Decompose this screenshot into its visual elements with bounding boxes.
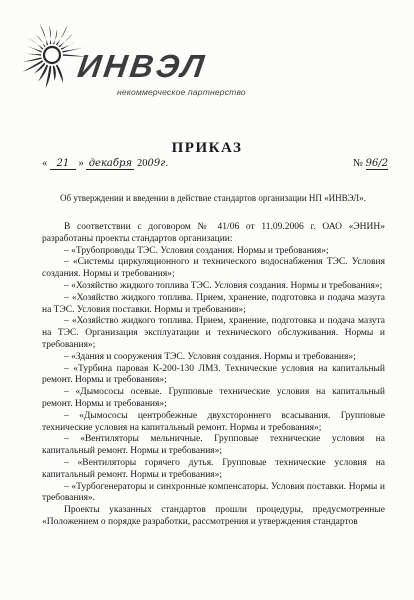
date-month: декабря — [86, 158, 134, 170]
date-year-prefix: 20 — [137, 158, 148, 169]
list-item: – «Трубопроводы ТЭС. Условия создания. Нормы и требования»; — [64, 245, 329, 256]
sun-ray — [59, 33, 73, 47]
list-item: – «Хозяйство жидкого топлива ТЭС. Условия создания. Нормы и требования»; — [64, 280, 383, 291]
list-item: – «Турбогенераторы и синхронные компенсаторы. Условия поставки. Нормы и требования». — [42, 481, 385, 504]
list-item: – «Вентиляторы мельничные. Групповые технические условия на капитальный ремонт. Нормы и требования»; — [42, 434, 385, 457]
list-item: – «Хозяйство жидкого топлива. Прием, хранение, подготовка и подача мазута на ТЭС. Организация эксплуатации и технического обслуживания. Нормы и требования»; — [42, 316, 385, 350]
intro-paragraph: В соответствии с договором № 41/06 от 11.09.2006 г. ОАО «ЭНИН» разработаны проекты стандартов организации: — [42, 222, 385, 244]
sun-ray — [26, 54, 41, 56]
sun-ray — [53, 66, 56, 81]
order-subject: Об утверждении и введении в действие стандартов организации НП «ИНВЭЛ». — [60, 193, 366, 203]
sun-ray — [56, 25, 68, 46]
sun-ray — [53, 29, 57, 44]
closing-paragraph: Проекты указанных стандартов прошли процедуры, предусмотренные «Положением о порядке разработки, рассмотрения и утверждения стандартов — [42, 505, 385, 527]
sun-ray — [23, 57, 42, 62]
number-value: 96/2 — [365, 158, 389, 169]
list-item: – «Системы циркуляционного и технического водоснабжения ТЭС. Условия создания. Нормы и требования»; — [42, 257, 385, 280]
list-item: – «Здания и сооружения ТЭС. Условия создания. Нормы и требования»; — [64, 351, 356, 362]
date-open-quote: « — [42, 158, 48, 169]
order-date — [42, 158, 168, 170]
order-body — [42, 222, 385, 529]
logo-subtitle: некоммерческое партнерство — [117, 87, 246, 97]
list-item: – «Дымососы осевые. Групповые технические условия на капитальный ремонт. Нормы и требования»; — [42, 387, 385, 409]
sun-ray — [61, 42, 75, 50]
sun-ray — [23, 60, 44, 72]
list-item: – «Турбина паровая К-200-130 ЛМЗ. Технические условия на капитальный ремонт. Нормы и требования»; — [42, 363, 385, 386]
list-item: – «Вентиляторы горячего дутья. Групповые технические условия на капитальный ремонт. Нормы и требования»; — [42, 457, 385, 480]
sun-ray — [36, 35, 45, 48]
logo-wordmark: ИНВЭЛ — [75, 48, 210, 84]
list-item: – «Хозяйство жидкого топлива. Прием, хранение, подготовка и подача мазута на ТЭС. Условия поставки. Нормы и требования»; — [42, 292, 385, 315]
date-day: 21 — [50, 158, 76, 170]
sun-ray — [56, 65, 63, 83]
order-number — [353, 158, 388, 170]
date-year: 09г. — [147, 158, 169, 169]
sun-ray — [38, 65, 48, 82]
sun-ray — [28, 38, 44, 50]
sun-ray — [49, 25, 51, 44]
date-close-quote: » — [78, 158, 84, 169]
document-title: ПРИКАЗ — [171, 140, 243, 156]
list-item: – «Дымососы центробежные двухстороннего всасывания. Групповые технические условия на капитальный ремонт. Нормы и требования»; — [42, 410, 385, 433]
sun-ray — [39, 23, 48, 45]
number-label: № — [353, 158, 364, 169]
